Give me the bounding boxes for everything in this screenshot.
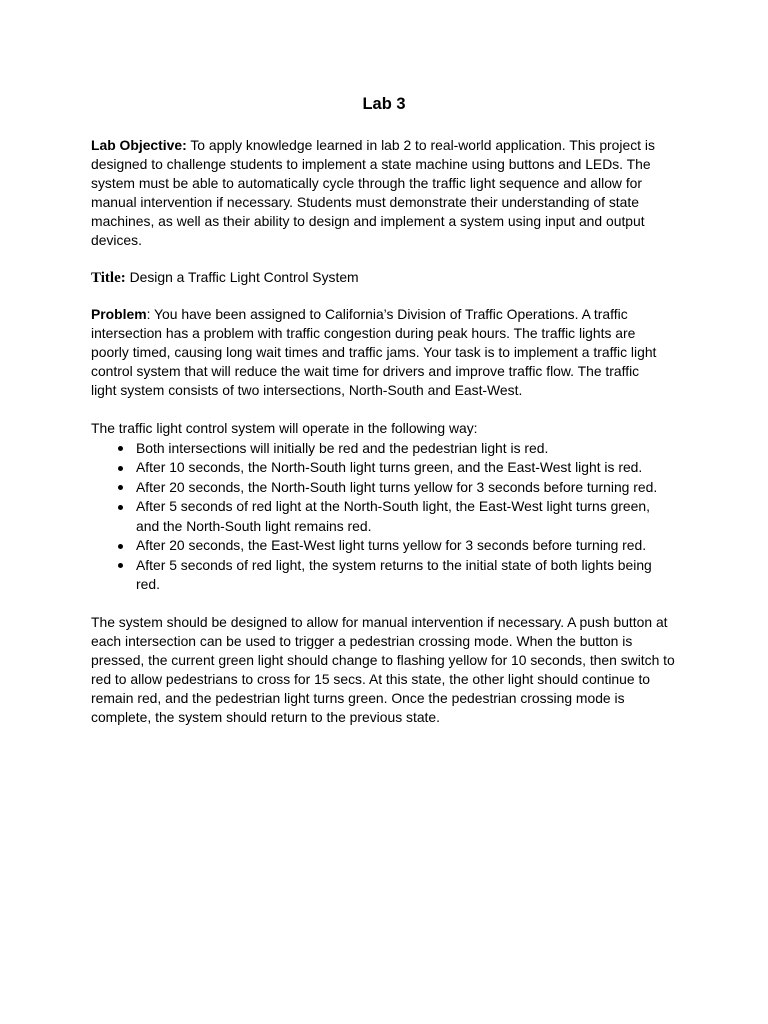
- paragraph-line: devices.: [91, 231, 142, 248]
- paragraph-line: designed to challenge students to implement a state machine using buttons and LEDs. The: [91, 155, 651, 172]
- bullet-icon: [118, 485, 123, 490]
- document-heading: Lab 3: [362, 95, 406, 113]
- list-item-line: red.: [136, 576, 160, 592]
- paragraph-line: intersection has a problem with traffic congestion during peak hours. The traffic lights are: [91, 324, 636, 341]
- list-item: [91, 536, 731, 556]
- bullet-icon: [118, 446, 123, 451]
- problem-text: : You have been assigned to California’s Division of Traffic Operations. A traffic: [146, 305, 628, 322]
- list-item-line: After 10 seconds, the North-South light turns green, and the East-West light is red.: [136, 459, 643, 475]
- paragraph-line: machines, as well as their ability to design and implement a system using input and output: [91, 212, 645, 229]
- bullet-icon: [118, 563, 123, 568]
- list-item-line: After 5 seconds of red light, the system returns to the initial state of both lights being: [136, 556, 652, 573]
- list-item-line: and the North-South light remains red.: [136, 517, 372, 534]
- problem-paragraph: [91, 305, 731, 400]
- list-item-line: Both intersections will initially be red and the pedestrian light is red.: [136, 439, 549, 456]
- list-item: [91, 556, 731, 595]
- paragraph-line: remain red, and the pedestrian light turns green. Once the pedestrian crossing mode is: [91, 689, 625, 706]
- lab-objective-label: Lab Objective:: [91, 136, 187, 153]
- paragraph-line: [91, 136, 731, 155]
- list-item: [91, 439, 731, 459]
- title-label: Title:: [91, 269, 126, 286]
- paragraph-line: poorly timed, causing long wait times and traffic jams. Your task is to implement a traffic light: [91, 343, 657, 360]
- list-item: [91, 458, 731, 478]
- paragraph-line: system must be able to automatically cycle through the traffic light sequence and allow for: [91, 174, 643, 191]
- paragraph-line: manual intervention if necessary. Students must demonstrate their understanding of state: [91, 193, 639, 210]
- paragraph-line: each intersection can be used to trigger a pedestrian crossing mode. When the button is: [91, 632, 633, 649]
- list-item-line: After 5 seconds of red light at the North-South light, the East-West light turns green,: [136, 498, 650, 514]
- lab-objective-text: To apply knowledge learned in lab 2 to real-world application. This project is: [190, 136, 655, 153]
- manual-intervention-paragraph: [91, 613, 731, 727]
- problem-label: Problem: [91, 305, 147, 322]
- bullet-icon: [118, 505, 123, 510]
- list-item-line: After 20 seconds, the North-South light turns yellow for 3 seconds before turning red.: [136, 478, 658, 495]
- paragraph-line: light system consists of two intersections, North-South and East-West.: [91, 381, 523, 398]
- list-item: [91, 478, 731, 498]
- lab-objective-paragraph: [91, 136, 731, 250]
- paragraph-line: [91, 305, 731, 324]
- sequence-intro-text: The traffic light control system will operate in the following way:: [91, 419, 478, 436]
- sequence-list: [91, 439, 731, 595]
- document-body: [91, 136, 731, 727]
- paragraph-line: red to allow pedestrians to cross for 15 secs. At this state, the other light should continue to: [91, 670, 651, 687]
- paragraph-line: complete, the system should return to the previous state.: [91, 708, 440, 725]
- title-line: [91, 268, 731, 287]
- list-item: [91, 497, 731, 536]
- bullet-icon: [118, 544, 123, 549]
- list-item-line: After 20 seconds, the East-West light turns yellow for 3 seconds before turning red.: [136, 537, 647, 553]
- paragraph-line: pressed, the current green light should change to flashing yellow for 10 seconds, then switch to: [91, 651, 675, 668]
- project-title: Design a Traffic Light Control System: [129, 268, 359, 285]
- paragraph-line: control system that will reduce the wait time for drivers and improve traffic flow. The traffic: [91, 362, 640, 379]
- bullet-icon: [118, 466, 123, 471]
- paragraph-line: The system should be designed to allow for manual intervention if necessary. A push button at: [91, 613, 668, 630]
